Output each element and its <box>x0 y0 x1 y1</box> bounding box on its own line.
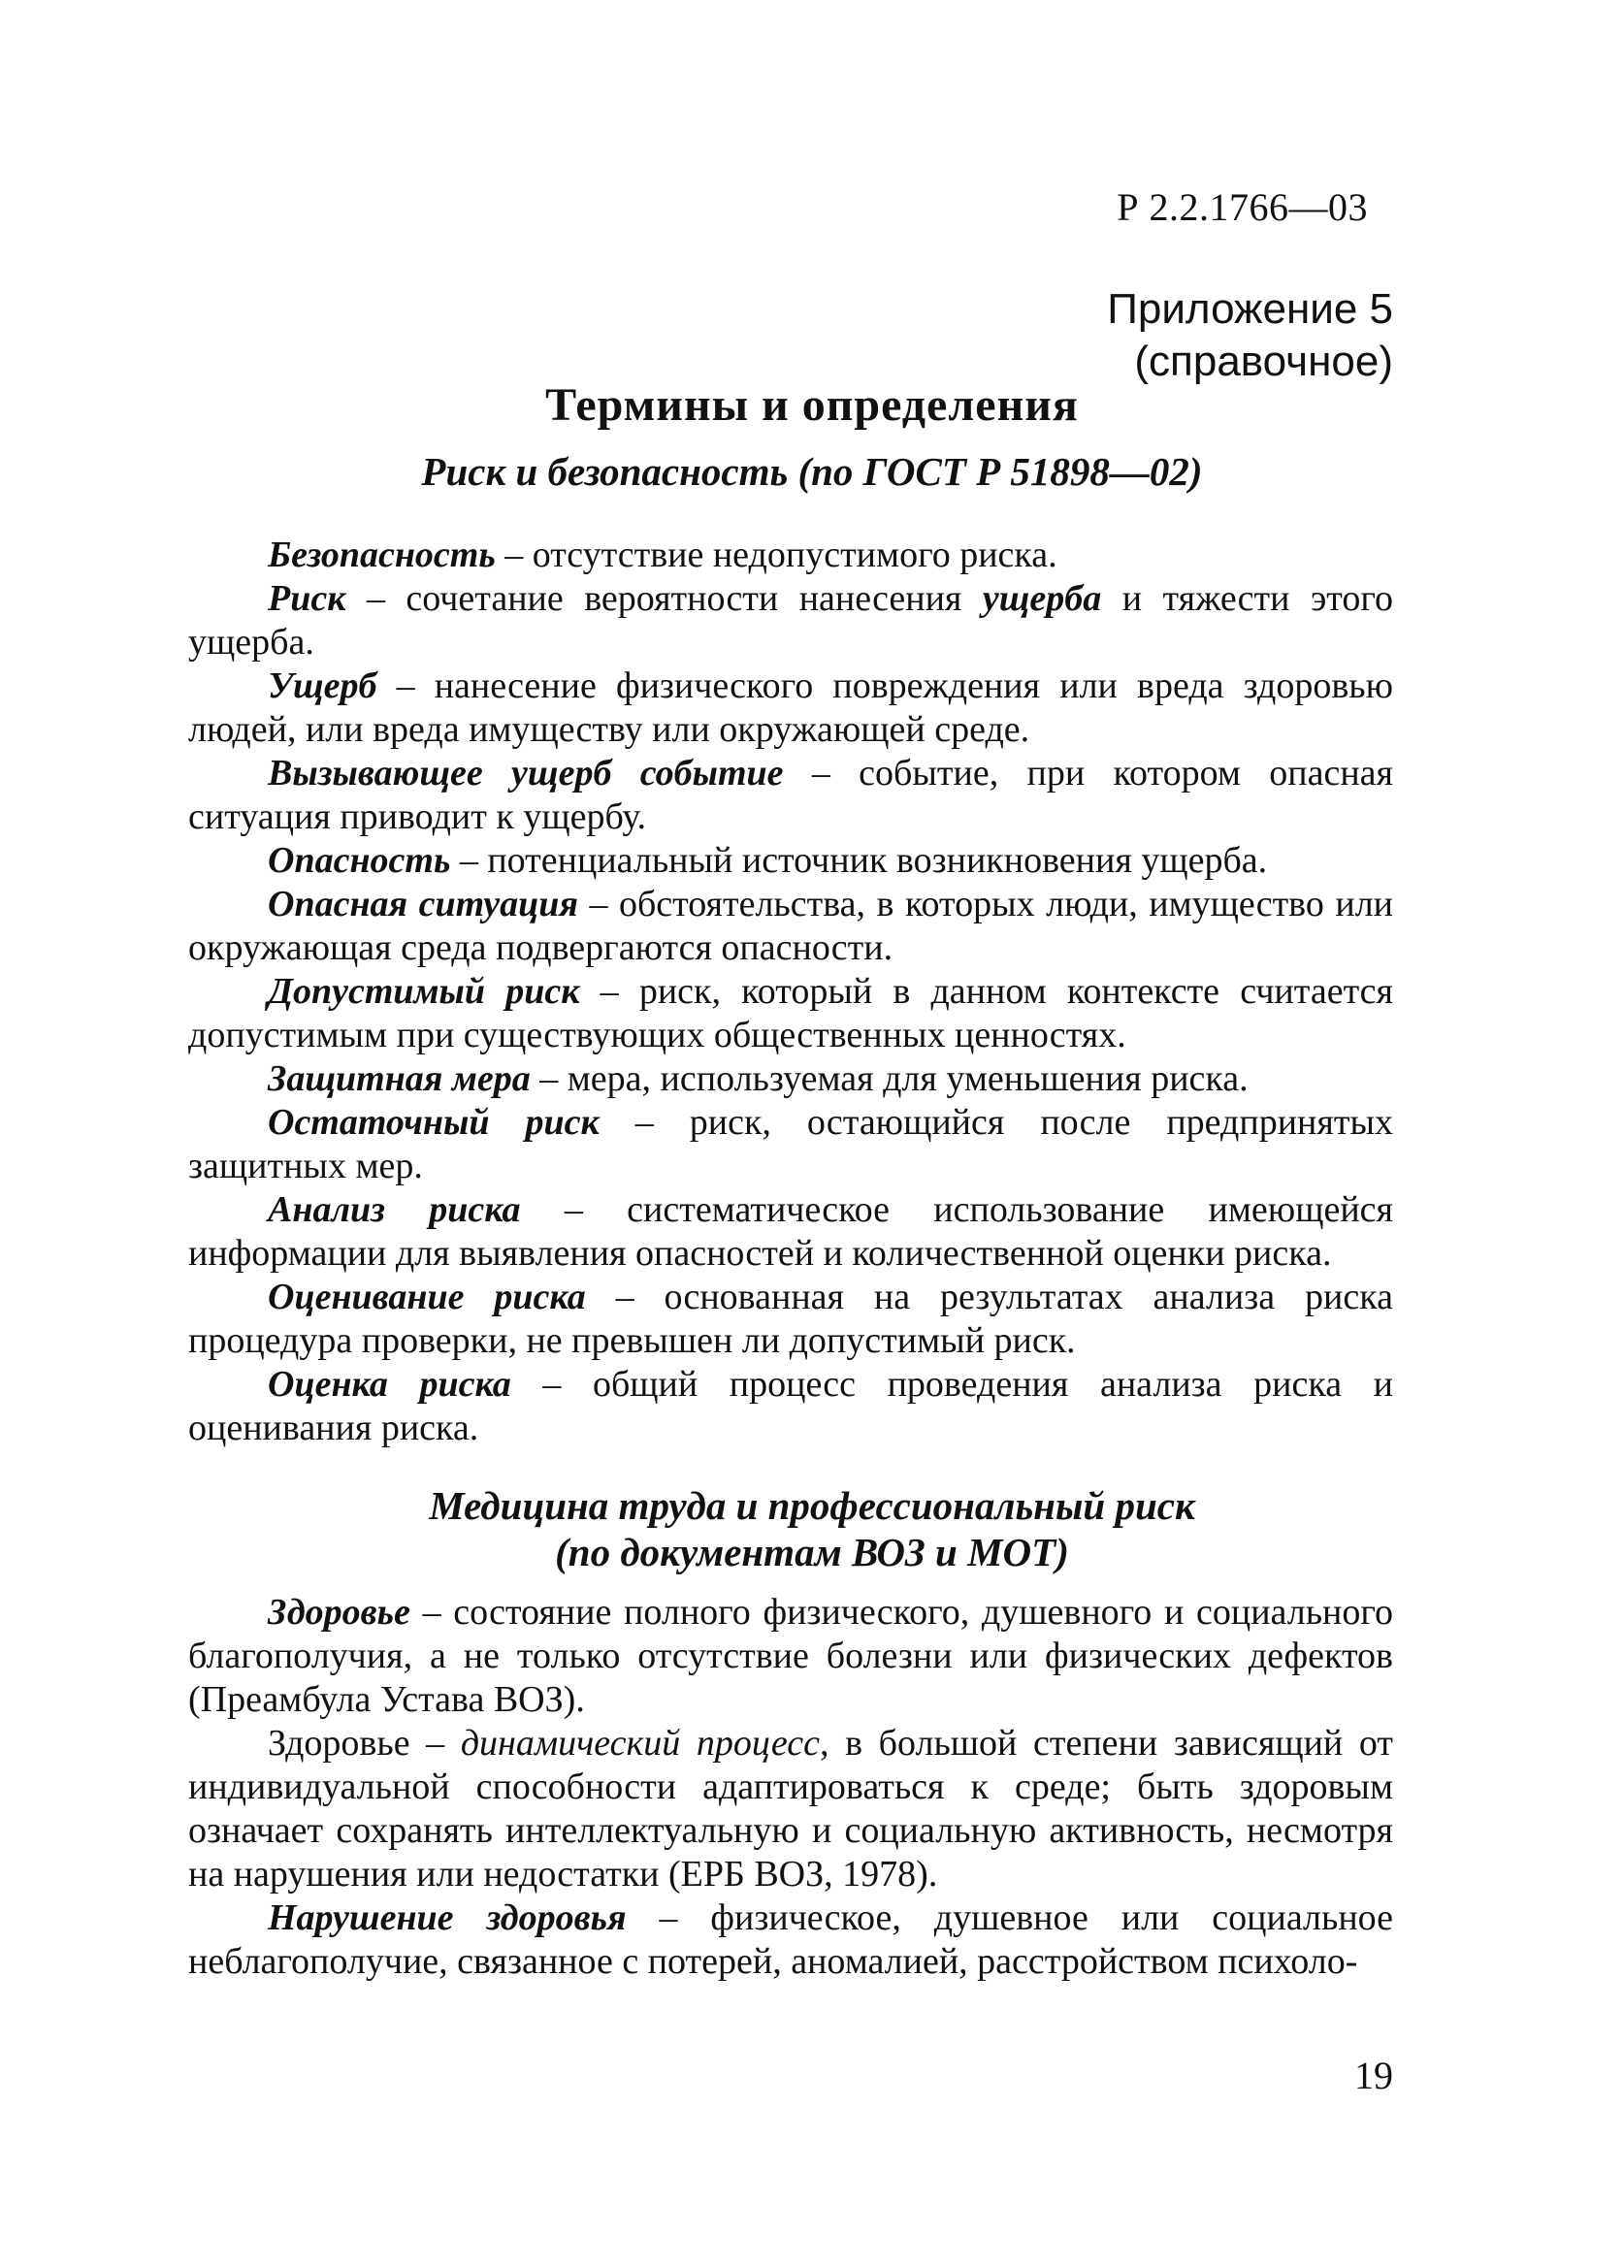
section-title-line: Медицина труда и профессиональный риск <box>429 1483 1195 1528</box>
definition-lead: Здоровье – <box>268 1723 461 1764</box>
definition-text: – потенциальный источник возникновения ущерба. <box>450 840 1268 881</box>
definition-text: – нанесение физического повреждения или вреда здоровью людей, или вреда имуществу или окружающей среде. <box>188 665 1393 750</box>
definition-text: – основанная на результатах анализа риска процедура проверки, не превышен ли допустимый риск. <box>188 1277 1393 1361</box>
section-body-risk-safety <box>188 534 1393 1450</box>
definition-text: и тяжести этого ущерба. <box>188 578 1393 663</box>
definition-paragraph <box>188 970 1393 1057</box>
definition-text: – физическое, душевное или социальное неблагополучие, связанное с потерей, аномалией, расстройством психоло- <box>188 1897 1394 1982</box>
page-number: 19 <box>1354 2054 1393 2097</box>
definition-term: Риск <box>268 578 346 619</box>
section-title-occupational-health <box>0 1482 1624 1575</box>
document-number: Р 2.2.1766—03 <box>1117 185 1368 229</box>
section-title-risk-safety: Риск и безопасность (по ГОСТ Р 51898—02) <box>421 449 1203 494</box>
definition-term: Вызывающее ущерб событие <box>268 753 784 794</box>
definition-paragraph <box>188 1101 1393 1188</box>
definition-text: – риск, остающийся после предпринятых защитных мер. <box>188 1102 1393 1186</box>
definition-term: Остаточный риск <box>268 1102 600 1143</box>
definition-paragraph <box>188 1188 1393 1276</box>
section-body-occupational-health <box>188 1591 1393 1984</box>
definition-text: – систематическое использование имеющейся информации для выявления опасностей и количественной оценки риска. <box>188 1189 1393 1274</box>
definition-text: – событие, при котором опасная ситуация приводит к ущербу. <box>188 753 1394 837</box>
definition-paragraph <box>188 1722 1393 1896</box>
definition-term: Безопасность <box>268 535 496 575</box>
section-title-line: (по документам ВОЗ и МОТ) <box>555 1530 1069 1574</box>
definition-term: Здоровье <box>268 1592 410 1633</box>
definition-text: – обстоятельства, в которых люди, имущество или окружающая среда подвергаются опасности. <box>188 884 1393 968</box>
definition-text: – отсутствие недопустимого риска. <box>495 535 1057 575</box>
definition-paragraph <box>188 752 1393 839</box>
definition-term: Допустимый риск <box>268 971 580 1012</box>
definition-paragraph <box>188 1276 1393 1363</box>
definition-term: Оценка риска <box>268 1364 511 1405</box>
appendix-label: Приложение 5 <box>1107 285 1393 333</box>
definition-term: Опасность <box>268 840 451 881</box>
definition-text: – мера, используемая для уменьшения риска. <box>530 1058 1249 1099</box>
definition-text: – риск, который в данном контексте считается допустимым при существующих общественных ценностях. <box>188 971 1393 1055</box>
italic-phrase: динамический процесс <box>460 1723 820 1764</box>
emphasized-term: ущерба <box>982 578 1102 619</box>
definition-term: Защитная мера <box>268 1058 531 1099</box>
definition-paragraph <box>188 577 1393 664</box>
definition-paragraph <box>188 883 1393 970</box>
definition-paragraph <box>188 1363 1393 1450</box>
definition-text: – общий процесс проведения анализа риска и оценивания риска. <box>188 1364 1394 1448</box>
definition-paragraph <box>188 839 1393 883</box>
appendix-type: (справочное) <box>1134 338 1393 385</box>
definition-term: Анализ риска <box>268 1189 521 1230</box>
appendix-label-block <box>1107 283 1393 388</box>
definition-text: , в большой степени зависящий от индивидуальной способности адаптироваться к среде; быть здоровым означает сохранять интеллектуальную и социальную активность, несмотря на нарушения или недостатки (ЕРБ ВОЗ, 1978). <box>188 1723 1393 1895</box>
page-title: Термины и определения <box>545 379 1079 431</box>
definition-term: Ущерб <box>268 665 377 706</box>
definition-text: – состояние полного физического, душевного и социального благополучия, а не только отсутствие болезни или физических дефектов (Преамбула Устава ВОЗ). <box>188 1592 1393 1720</box>
definition-paragraph <box>188 1057 1393 1101</box>
definition-paragraph <box>188 1896 1393 1984</box>
definition-term: Опасная ситуация <box>268 884 578 924</box>
definition-term: Оценивание риска <box>268 1277 586 1317</box>
definition-term: Нарушение здоровья <box>268 1897 627 1938</box>
definition-paragraph <box>188 664 1393 752</box>
definition-text: – сочетание вероятности нанесения <box>345 578 983 619</box>
definition-paragraph <box>188 1591 1393 1722</box>
definition-paragraph <box>188 534 1393 577</box>
